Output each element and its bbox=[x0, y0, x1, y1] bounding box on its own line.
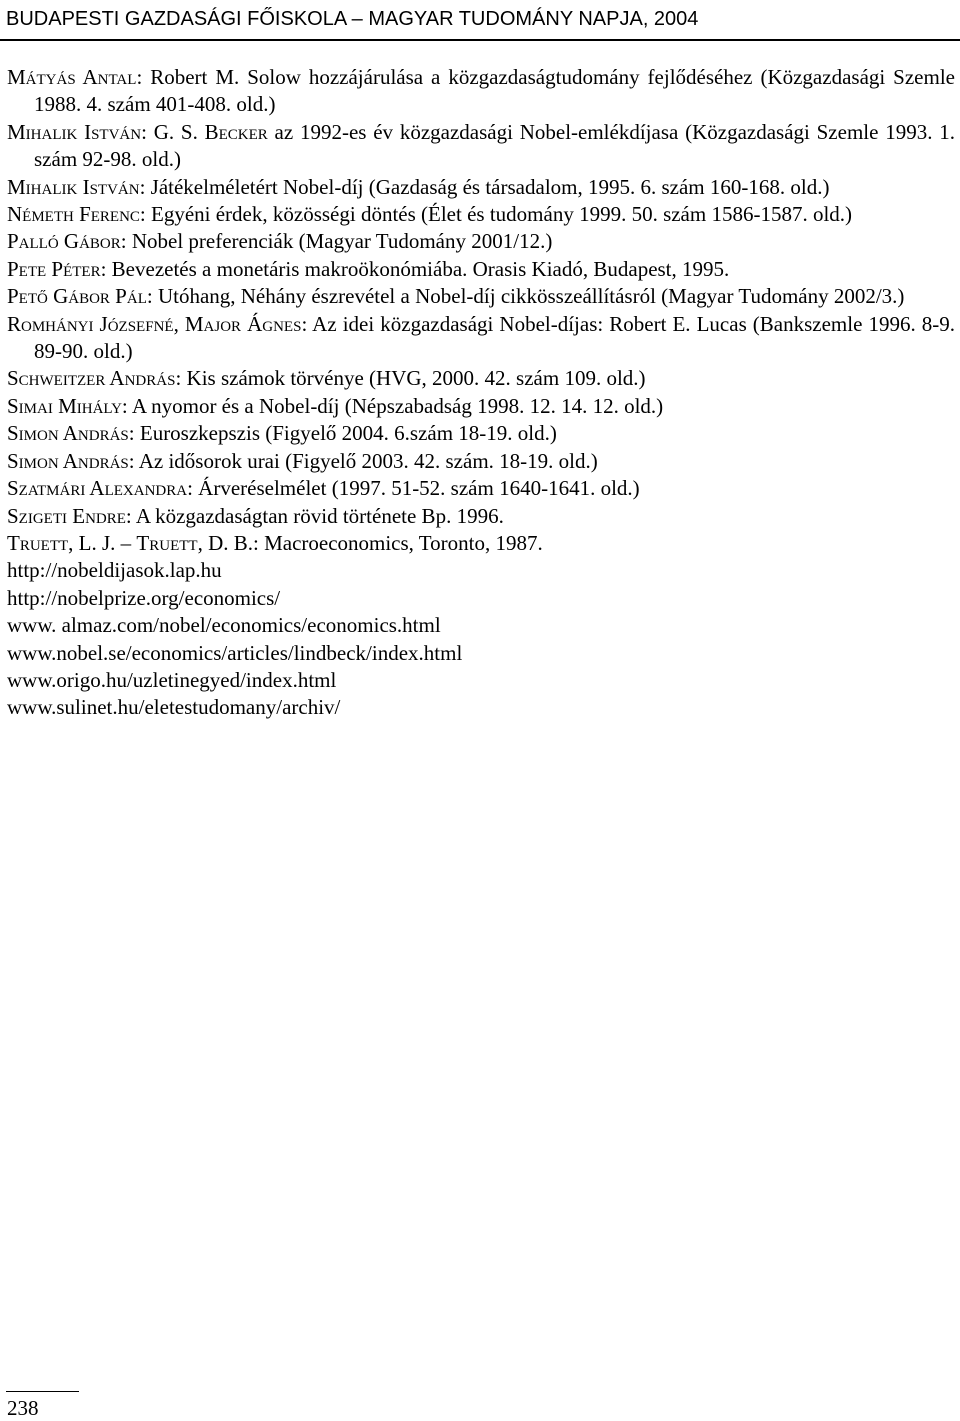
reference-author: Schweitzer András bbox=[7, 366, 176, 391]
reference-text: : Robert M. Solow hozzájárulása a közgazdaságtudomány fejlődéséhez (Közgazdasági Szemle 1988. 4. szám 401-408. old.) bbox=[34, 65, 955, 117]
reference-entry bbox=[7, 228, 955, 255]
reference-entry bbox=[7, 420, 955, 447]
running-header: BUDAPESTI GAZDASÁGI FŐISKOLA – MAGYAR TUDOMÁNY NAPJA, 2004 bbox=[6, 8, 699, 30]
reference-text: : Játékelméletért Nobel-díj (Gazdaság és társadalom, 1995. 6. szám 160-168. old.) bbox=[139, 174, 830, 199]
reference-text: : Az idei közgazdasági Nobel-díjas: Robert E. Lucas (Bankszemle 1996. 8-9. 89-90. old.) bbox=[34, 311, 956, 364]
reference-text: : A nyomor és a Nobel-díj (Népszabadság 1998. 12. 14. 12. old.) bbox=[121, 393, 664, 418]
bibliography bbox=[7, 64, 955, 722]
header-rule bbox=[0, 39, 960, 41]
reference-entry bbox=[7, 475, 955, 502]
reference-author: Szigeti Endre bbox=[7, 503, 126, 528]
reference-text: : Utóhang, Néhány észrevétel a Nobel-díj cikkösszeállításról (Magyar Tudomány 2002/3.) bbox=[146, 284, 905, 309]
reference-text: : Kis számok törvénye (HVG, 2000. 42. szám 109. old.) bbox=[175, 366, 646, 391]
reference-author: Pető Gábor Pál bbox=[7, 284, 147, 309]
reference-author: Pete Péter bbox=[7, 256, 101, 281]
reference-entry bbox=[7, 201, 955, 228]
reference-text: : Az idősorok urai (Figyelő 2003. 42. szám. 18-19. old.) bbox=[128, 448, 598, 473]
reference-text: , D. B.: Macroeconomics, Toronto, 1987. bbox=[197, 530, 543, 555]
footer-rule bbox=[6, 1391, 79, 1392]
reference-entry bbox=[7, 119, 955, 174]
reference-entry bbox=[7, 311, 955, 366]
reference-author: Németh Ferenc bbox=[7, 202, 140, 227]
reference-author: Truett bbox=[136, 530, 198, 555]
reference-author: Truett bbox=[7, 530, 69, 555]
reference-entry bbox=[7, 503, 955, 530]
reference-text: : Egyéni érdek, közösségi döntés (Élet és tudomány 1999. 50. szám 1586-1587. old.) bbox=[139, 202, 853, 227]
reference-entry bbox=[7, 448, 955, 475]
reference-entry bbox=[7, 283, 955, 310]
reference-text: , L. J. – bbox=[68, 530, 137, 555]
web-link[interactable]: www. almaz.com/nobel/economics/economics.html bbox=[7, 613, 441, 638]
reference-author: Mihalik István bbox=[7, 119, 142, 144]
reference-author: Romhányi Józsefné bbox=[7, 311, 174, 336]
reference-author: Simon András bbox=[7, 421, 129, 446]
reference-text: : Bevezetés a monetáris makroökonómiába. Orasis Kiadó, Budapest, 1995. bbox=[100, 256, 730, 281]
reference-text: : Euroszkepszis (Figyelő 2004. 6.szám 18-19. old.) bbox=[128, 421, 557, 446]
reference-text: : G. S. bbox=[141, 119, 205, 144]
reference-text: : Árveréselmélet (1997. 51-52. szám 1640-1641. old.) bbox=[187, 476, 640, 501]
web-link[interactable]: www.sulinet.hu/eletestudomany/archiv/ bbox=[7, 695, 341, 720]
reference-author: Simon András bbox=[7, 448, 129, 473]
page-number: 238 bbox=[7, 1396, 39, 1420]
reference-entry bbox=[7, 393, 955, 420]
reference-entry bbox=[7, 64, 955, 119]
reference-entry bbox=[7, 256, 955, 283]
reference-author: Mihalik István bbox=[7, 174, 140, 199]
reference-text: : Nobel preferenciák (Magyar Tudomány 2001/12.) bbox=[120, 229, 553, 254]
web-link[interactable]: http://nobelprize.org/economics/ bbox=[7, 585, 281, 610]
reference-text: az 1992-es év közgazdasági Nobel-emlékdíjasa (Közgazdasági Szemle 1993. 1. szám 92-98. old.) bbox=[34, 119, 955, 172]
reference-author: Simai Mihály bbox=[7, 393, 122, 418]
reference-entry bbox=[7, 174, 955, 201]
reference-text: , bbox=[173, 311, 185, 336]
web-link[interactable]: www.origo.hu/uzletinegyed/index.html bbox=[7, 667, 337, 692]
reference-author: Becker bbox=[204, 119, 268, 144]
reference-author: Major Ágnes bbox=[184, 311, 302, 336]
reference-author: Mátyás Antal bbox=[7, 65, 137, 89]
reference-entry bbox=[7, 530, 955, 557]
web-link[interactable]: http://nobeldijasok.lap.hu bbox=[7, 558, 222, 583]
reference-author: Palló Gábor bbox=[7, 229, 121, 254]
web-link[interactable]: www.nobel.se/economics/articles/lindbeck/index.html bbox=[7, 640, 463, 665]
reference-text: : A közgazdaságtan rövid története Bp. 1996. bbox=[125, 503, 504, 528]
reference-entry bbox=[7, 365, 955, 392]
reference-author: Szatmári Alexandra bbox=[7, 476, 188, 501]
